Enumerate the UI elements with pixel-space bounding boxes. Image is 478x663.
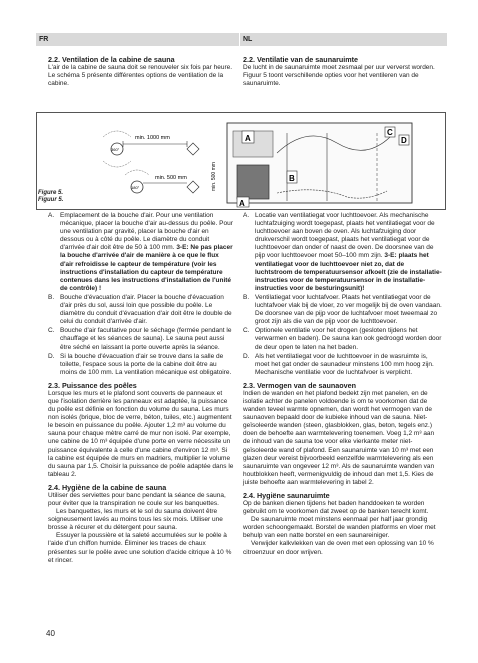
fr-text-2-4-p2: Les banquettes, les murs et le sol du sauna doivent être soigneusement lavés au moins tous les six mois. Utiliser une brosse à récurer et du détergent pour sauna. bbox=[48, 508, 223, 532]
language-tab-fr: FR bbox=[36, 33, 239, 46]
fr-text-2-4-p1: Utiliser des serviettes pour banc pendant la séance de sauna, pour éviter que la transpiration ne coule sur les banquettes. bbox=[48, 491, 226, 507]
heater bbox=[237, 165, 269, 199]
sauna-room-section bbox=[227, 123, 412, 207]
fr-list-item-a: A. Emplacement de la bouche d'air. Pour une ventilation mécanique, placer la bouche d'air au-dessus du poêle. Pour une ventilation par gravité, placer la bouche d'air en dessous ou à côté du poêle. Le diamètre du conduit d'arrivée d'air doit être de 50 à 100 mm. 3-E: Ne pas placer la bouche d'arrivée d'air de manière à ce que le flux d'air refroidisse le capteur de température (voir les instructions d'installation du capteur de température contenues dans les instructions d'installation de l'unité de contrôle) ! bbox=[48, 212, 233, 292]
nl-text-2-3: Indien de wanden en het plafond bedekt zijn met panelen, en de isolatie achter de panelen voldoende is om te voorkomen dat de wanden teveel warmte opnemen, dan wordt het vermogen van de saunaoven bepaald door de kubieke inhoud van de sauna. Niet-geïsoleerde wanden (steen, glasblokken, glas, beton, tegels enz.) doen de behoefte aan warmtelevering toenemen. Voeg 1,2 m³ aan de inhoud van de sauna toe voor elke vierkante meter niet-geïsoleerde wand of plafond. Een saunaruimte van 10 m³ met een glazen deur vereist bijvoorbeeld eenzelfde warmtelevering als een saunaruimte van ongeveer 12 m³. Als de saunaruimte wanden van houtblokken heeft, vermenigvuldig de inhoud dan met 1,5. Kies de juiste behoefte aan warmtelevering in tabel 2. bbox=[243, 389, 435, 486]
letter-a-top: A bbox=[245, 134, 251, 143]
angle-360-label: 360° bbox=[111, 147, 120, 152]
fr-intro-2-2: L'air de la cabine de sauna doit se renouveler six fois par heure. Le schéma 5 présente différentes options de ventilation de la cabine. bbox=[48, 64, 233, 88]
nl-list-item-b: B. Ventilatiegat voor luchtafvoer. Plaats het ventilatiegat voor de luchtafvoer vlak bij de vloer, zo ver mogelijk bij de oven vandaan. De doorsnee van de pijp voor de luchtafvoer moet tweemaal zo groot zijn als die van de pijp voor de luchttoevoer. bbox=[243, 293, 442, 326]
fr-heading-2-2: 2.2. Ventilation de la cabine de sauna bbox=[48, 55, 175, 64]
fr-list-item-d: D. Si la bouche d'évacuation d'air se trouve dans la salle de toilette, l'espace sous la porte de la cabine doit être au moins de 100 mm. La ventilation mécanique est obligatoire. bbox=[48, 352, 232, 376]
nl-heading-2-4: 2.4. Hygiëne saunaruimte bbox=[243, 491, 330, 500]
letter-d: D bbox=[401, 136, 407, 145]
fr-text-2-3: Lorsque les murs et le plafond sont couverts de panneaux et que l'isolation derrière les panneaux est adaptée, la puissance du poêle est définie en fonction du volume du sauna. Les murs non isolés (brique, bloc de verre, béton, tuiles, etc.) augmentent le besoin en puissance du poêle. Ajouter 1,2 m³ au volume du sauna pour chaque mètre carré de mur non isolé. Par exemple, une cabine de 10 m³ équipée d'une porte en verre nécessite un puissance équivalente à celle d'une cabine d'environ 12 m³. Si la cabine est équipée de murs en madriers, multiplier le volume du sauna par 1,5. Choisir la puissance de poêle adaptée dans le tableau 2. bbox=[48, 389, 234, 478]
fr-list-item-c: C. Bouche d'air facultative pour le séchage (fermée pendant le chauffage et les séances de sauna). Le sauna peut aussi être séché en laissant la porte ouverte après la séance. bbox=[48, 327, 232, 351]
nl-list-item-d: D. Als het ventilatiegat voor de luchttoevoer in de wasruimte is, moet het gat onder de saunadeur minstens 100 mm hoog zijn. Mechanische ventilatie voor de luchtafvoer is verplicht. bbox=[243, 352, 434, 376]
min-1000-label: min. 1000 mm bbox=[135, 135, 170, 141]
letter-a-bottom: A bbox=[239, 199, 245, 208]
fr-heading-2-3: 2.3. Puissance des poêles bbox=[48, 380, 137, 390]
nl-list-item-c: C. Optionele ventilatie voor het drogen (gesloten tijdens het verwarmen en baden). De sauna kan ook gedroogd worden door de deur open te laten na het baden. bbox=[243, 327, 442, 351]
fr-list-item-b: B. Bouche d'évacuation d'air. Placer la bouche d'évacuation d'air près du sol, aussi loin que possible du poêle. Le diamètre du conduit d'évacuation d'air doit être le double de celui du conduit d'arrivée d'air. bbox=[48, 293, 232, 326]
figure-caption bbox=[38, 190, 63, 204]
fr-ventilation-list bbox=[48, 212, 234, 377]
page-number: 40 bbox=[46, 629, 55, 638]
nl-body bbox=[243, 212, 443, 557]
min-500-label: min. 500 mm bbox=[155, 175, 187, 181]
ventilation-diagram bbox=[37, 113, 445, 209]
ventilation-figure bbox=[36, 112, 446, 210]
nl-text-2-4-p3: Verwijder kalkvlekken van de oven met een oplossing van 10 % citroenzuur en door wrijven. bbox=[243, 540, 434, 556]
letter-b: B bbox=[289, 174, 295, 183]
nl-heading-2-2: 2.2. Ventilatie van de saunaruimte bbox=[243, 55, 359, 64]
nl-list-item-a: A. Locatie van ventilatiegat voor luchttoevoer. Als mechanische luchtafzuiging wordt toegepast, plaats het ventilatiegat voor de luchttoevoer aan boven de oven. Als luchtafzuiging door drukverschil wordt toegepast, plaats het ventilatiegat voor de luchttoevoer dan onder of naast de oven. De doorsnee van de pijp voor luchttoevoer moet 50–100 mm zijn. 3-E: plaats het ventilatiegat voor de luchttoevoer niet zo, dat de luchtstroom de temperatuursensor afkoelt (zie de installatie-instructies voor de temperatuursensor in de installatie-instructies voor de besturingsunit)! bbox=[243, 212, 442, 292]
nl-text-2-4-p1: Op de banken dienen tijdens het baden handdoeken te worden gebruikt om te voorkomen dat zweet op de banken terecht komt. bbox=[243, 500, 429, 516]
fr-heading-2-4: 2.4. Hygiène de la cabine de sauna bbox=[48, 482, 167, 492]
nl-ventilation-list bbox=[243, 212, 443, 377]
nl-section-2-2 bbox=[243, 55, 443, 88]
letter-c: C bbox=[387, 128, 393, 137]
nl-heading-2-3: 2.3. Vermogen van de saunaoven bbox=[243, 380, 357, 390]
nl-intro-2-2: De lucht in de saunaruimte moet zesmaal per uur ververst worden. Figuur 5 toont verschillende opties voor het ventileren van de saunaruimte. bbox=[243, 64, 435, 88]
figure-caption-nl: Figuur 5. bbox=[38, 197, 64, 203]
fr-section-2-2 bbox=[48, 55, 234, 88]
language-tab-nl: NL bbox=[240, 33, 447, 46]
fr-text-2-4-p3: Essuyer la poussière et la saleté accumulées sur le poêle à l'aide d'un chiffon humide. Éliminer les traces de chaux présentes sur le poêle avec une solution d'acide citrique à 10 % et rincer. bbox=[48, 532, 232, 564]
figure-caption-fr: Figure 5. bbox=[38, 190, 64, 196]
vertical-min-500-label: min. 500 mm bbox=[211, 162, 217, 191]
angle-180-label: 180° bbox=[131, 185, 140, 190]
fr-body bbox=[48, 212, 234, 565]
nl-text-2-4-p2: De saunaruimte moet minstens eenmaal per half jaar grondig worden schoongemaakt. Borstel de wanden platforms en vloer met behulp van een natte borstel en een saunareiniger. bbox=[243, 516, 436, 540]
